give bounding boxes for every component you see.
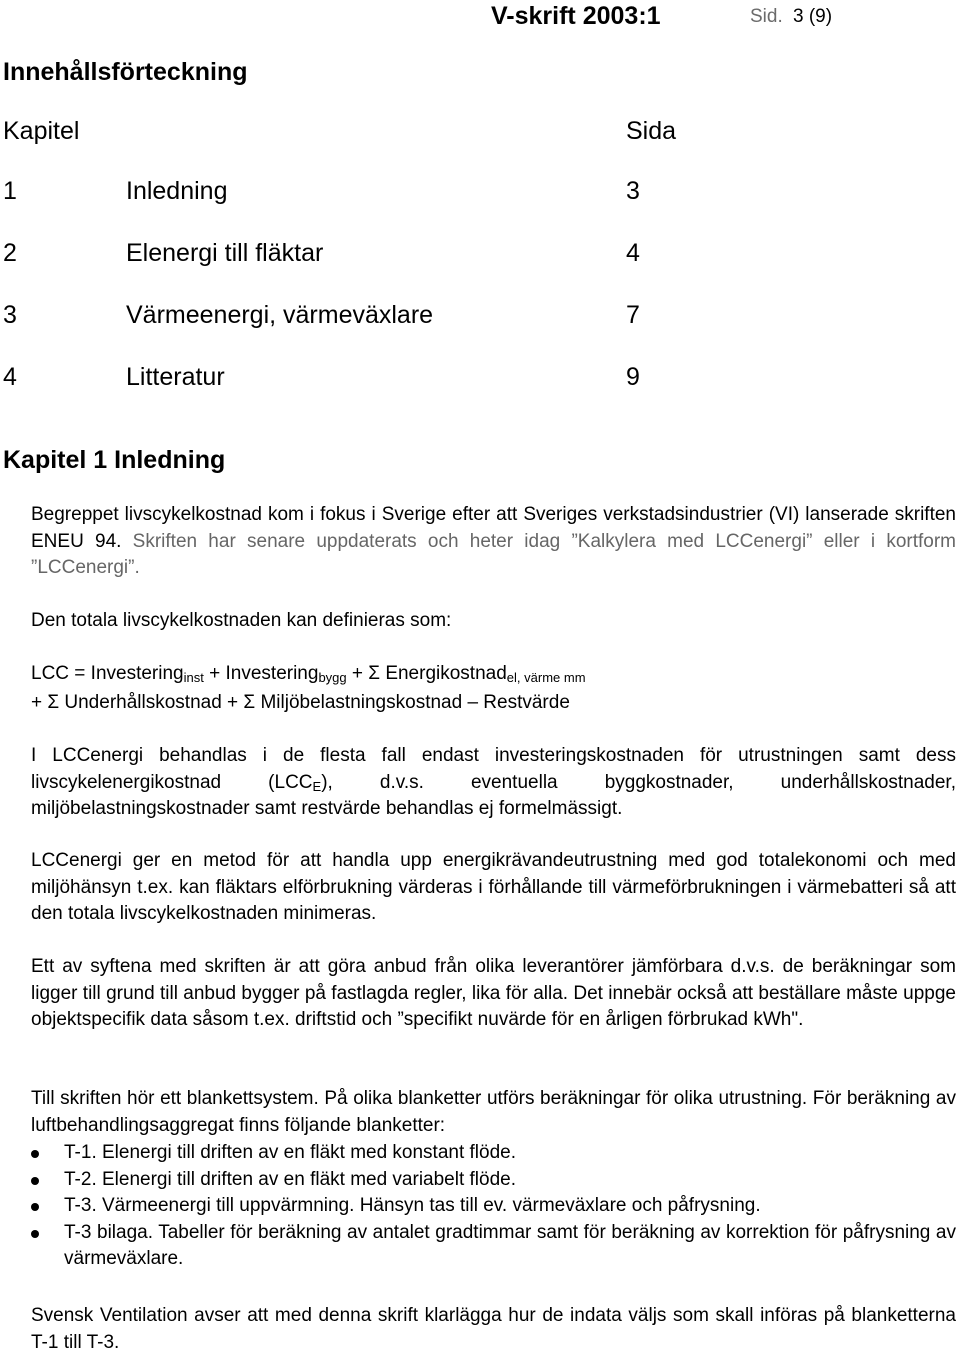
forms-list [31, 1140, 956, 1273]
formula-sub-inst: inst [183, 670, 204, 685]
paragraph-lccenergi-scope-part2: ), d.v.s. eventuella byggkostnader, underhållskostnader, miljöbelastningskostnader samt restvärde behandlas ej formelmässigt. [31, 771, 956, 819]
toc-header-page: Sida [626, 117, 677, 145]
paragraph-forms: Till skriften hör ett blankettsystem. På olika blanketter utförs beräkningar för olika utrustning. För beräkning av luftbehandlingsaggregat finns följande blanketter: [31, 1088, 956, 1136]
list-item-text: T-1. Elenergi till driften av en fläkt med konstant flöde. [64, 1142, 517, 1163]
toc-row-num: 1 [3, 177, 17, 205]
paragraph-method: LCCenergi ger en metod för att handla upp energikrävandeutrustning med god totalekonomi och med miljöhänsyn t.ex. kan fläktars elförbrukning värderas i förhållande till värmeförbrukningen i värmebatteri så att den totala livscykelkostnaden minimeras. [31, 850, 956, 924]
paragraph-purpose: Ett av syftena med skriften är att göra anbud från olika leverantörer jämförbara d.v.s. de beräkningar som ligger till grund till anbud bygger på fastlagda regler, lika för alla. Det innebär också att beställare måste uppge objektspecifik data såsom t.ex. driftstid och ”specifikt nuvärde för en årligen förbrukad kWh". [31, 956, 956, 1030]
bullet-icon [31, 1177, 39, 1185]
formula-investering-bygg: + Investering [203, 663, 319, 684]
page-indicator: 3 (9) [793, 6, 833, 27]
list-item-text: T-3. Värmeenergi till uppvärmning. Hänsyn tas till ev. värmeväxlare och påfrysning. [64, 1195, 761, 1216]
paragraph-lccenergi-scope [31, 743, 956, 823]
paragraph-closing: Svensk Ventilation avser att med denna skrift klarlägga hur de indata väljs som skall införas på blanketterna T-1 till T-3. [31, 1305, 956, 1353]
page-label: Sid. [750, 6, 783, 27]
paragraph-intro-part1: Begreppet livscykelkostnad kom i fokus i Sverige efter att Sveriges verkstadsindustrier (VI) lanserade skriften ENEU 94. [31, 504, 956, 552]
toc-row-title: Inledning [126, 177, 228, 205]
list-item [31, 1220, 956, 1273]
formula-lcc: LCC = Investering [31, 663, 184, 684]
toc-row-title: Elenergi till fläktar [126, 239, 324, 267]
paragraph-lccenergi-scope-sub: E [312, 778, 322, 794]
bullet-icon [31, 1230, 39, 1238]
bullet-icon [31, 1203, 39, 1211]
toc-row-num: 2 [3, 239, 17, 267]
toc-row-num: 4 [3, 363, 17, 391]
toc-header-chapter: Kapitel [3, 117, 80, 145]
formula-sub-el: el, värme mm [506, 670, 586, 685]
bullet-icon [31, 1150, 39, 1158]
toc-title: Innehållsförteckning [3, 58, 248, 86]
toc-row-num: 3 [3, 301, 17, 329]
formula-line-1 [31, 660, 586, 688]
document-title: V-skrift 2003:1 [491, 2, 661, 30]
toc-row-page: 4 [626, 239, 640, 267]
paragraph-lccenergi-scope-part1: I LCCenergi behandlas i de flesta fall endast investeringskostnaden för utrustningen samt dess livscykelenergikostnad (LCC [31, 745, 956, 793]
paragraph-intro-part2: Skriften har senare uppdaterats och heter idag ”Kalkylera med LCCenergi” eller i kortform ”LCCenergi”. [31, 530, 956, 578]
toc-row-title: Litteratur [126, 363, 225, 391]
toc-row-page: 3 [626, 177, 640, 205]
paragraph-intro [31, 502, 956, 582]
toc-row-page: 7 [626, 301, 640, 329]
paragraph-definition: Den totala livscykelkostnaden kan definieras som: [31, 610, 452, 631]
chapter-title: Kapitel 1 Inledning [3, 446, 226, 474]
toc-row-page: 9 [626, 363, 640, 391]
formula-energikostnad: + Σ Energikostnad [346, 663, 507, 684]
list-item-text: T-3 bilaga. Tabeller för beräkning av antalet gradtimmar samt för beräkning av korrektion för påfrysning av värmeväxlare. [64, 1221, 956, 1269]
formula-sub-bygg: bygg [318, 670, 347, 685]
toc-row-title: Värmeenergi, värmeväxlare [126, 301, 434, 329]
list-item [31, 1140, 956, 1167]
list-item [31, 1167, 956, 1194]
list-item-text: T-2. Elenergi till driften av en fläkt med variabelt flöde. [64, 1168, 517, 1190]
formula-line-2: + Σ Underhållskostnad + Σ Miljöbelastningskostnad – Restvärde [31, 692, 570, 713]
list-item [31, 1193, 956, 1220]
